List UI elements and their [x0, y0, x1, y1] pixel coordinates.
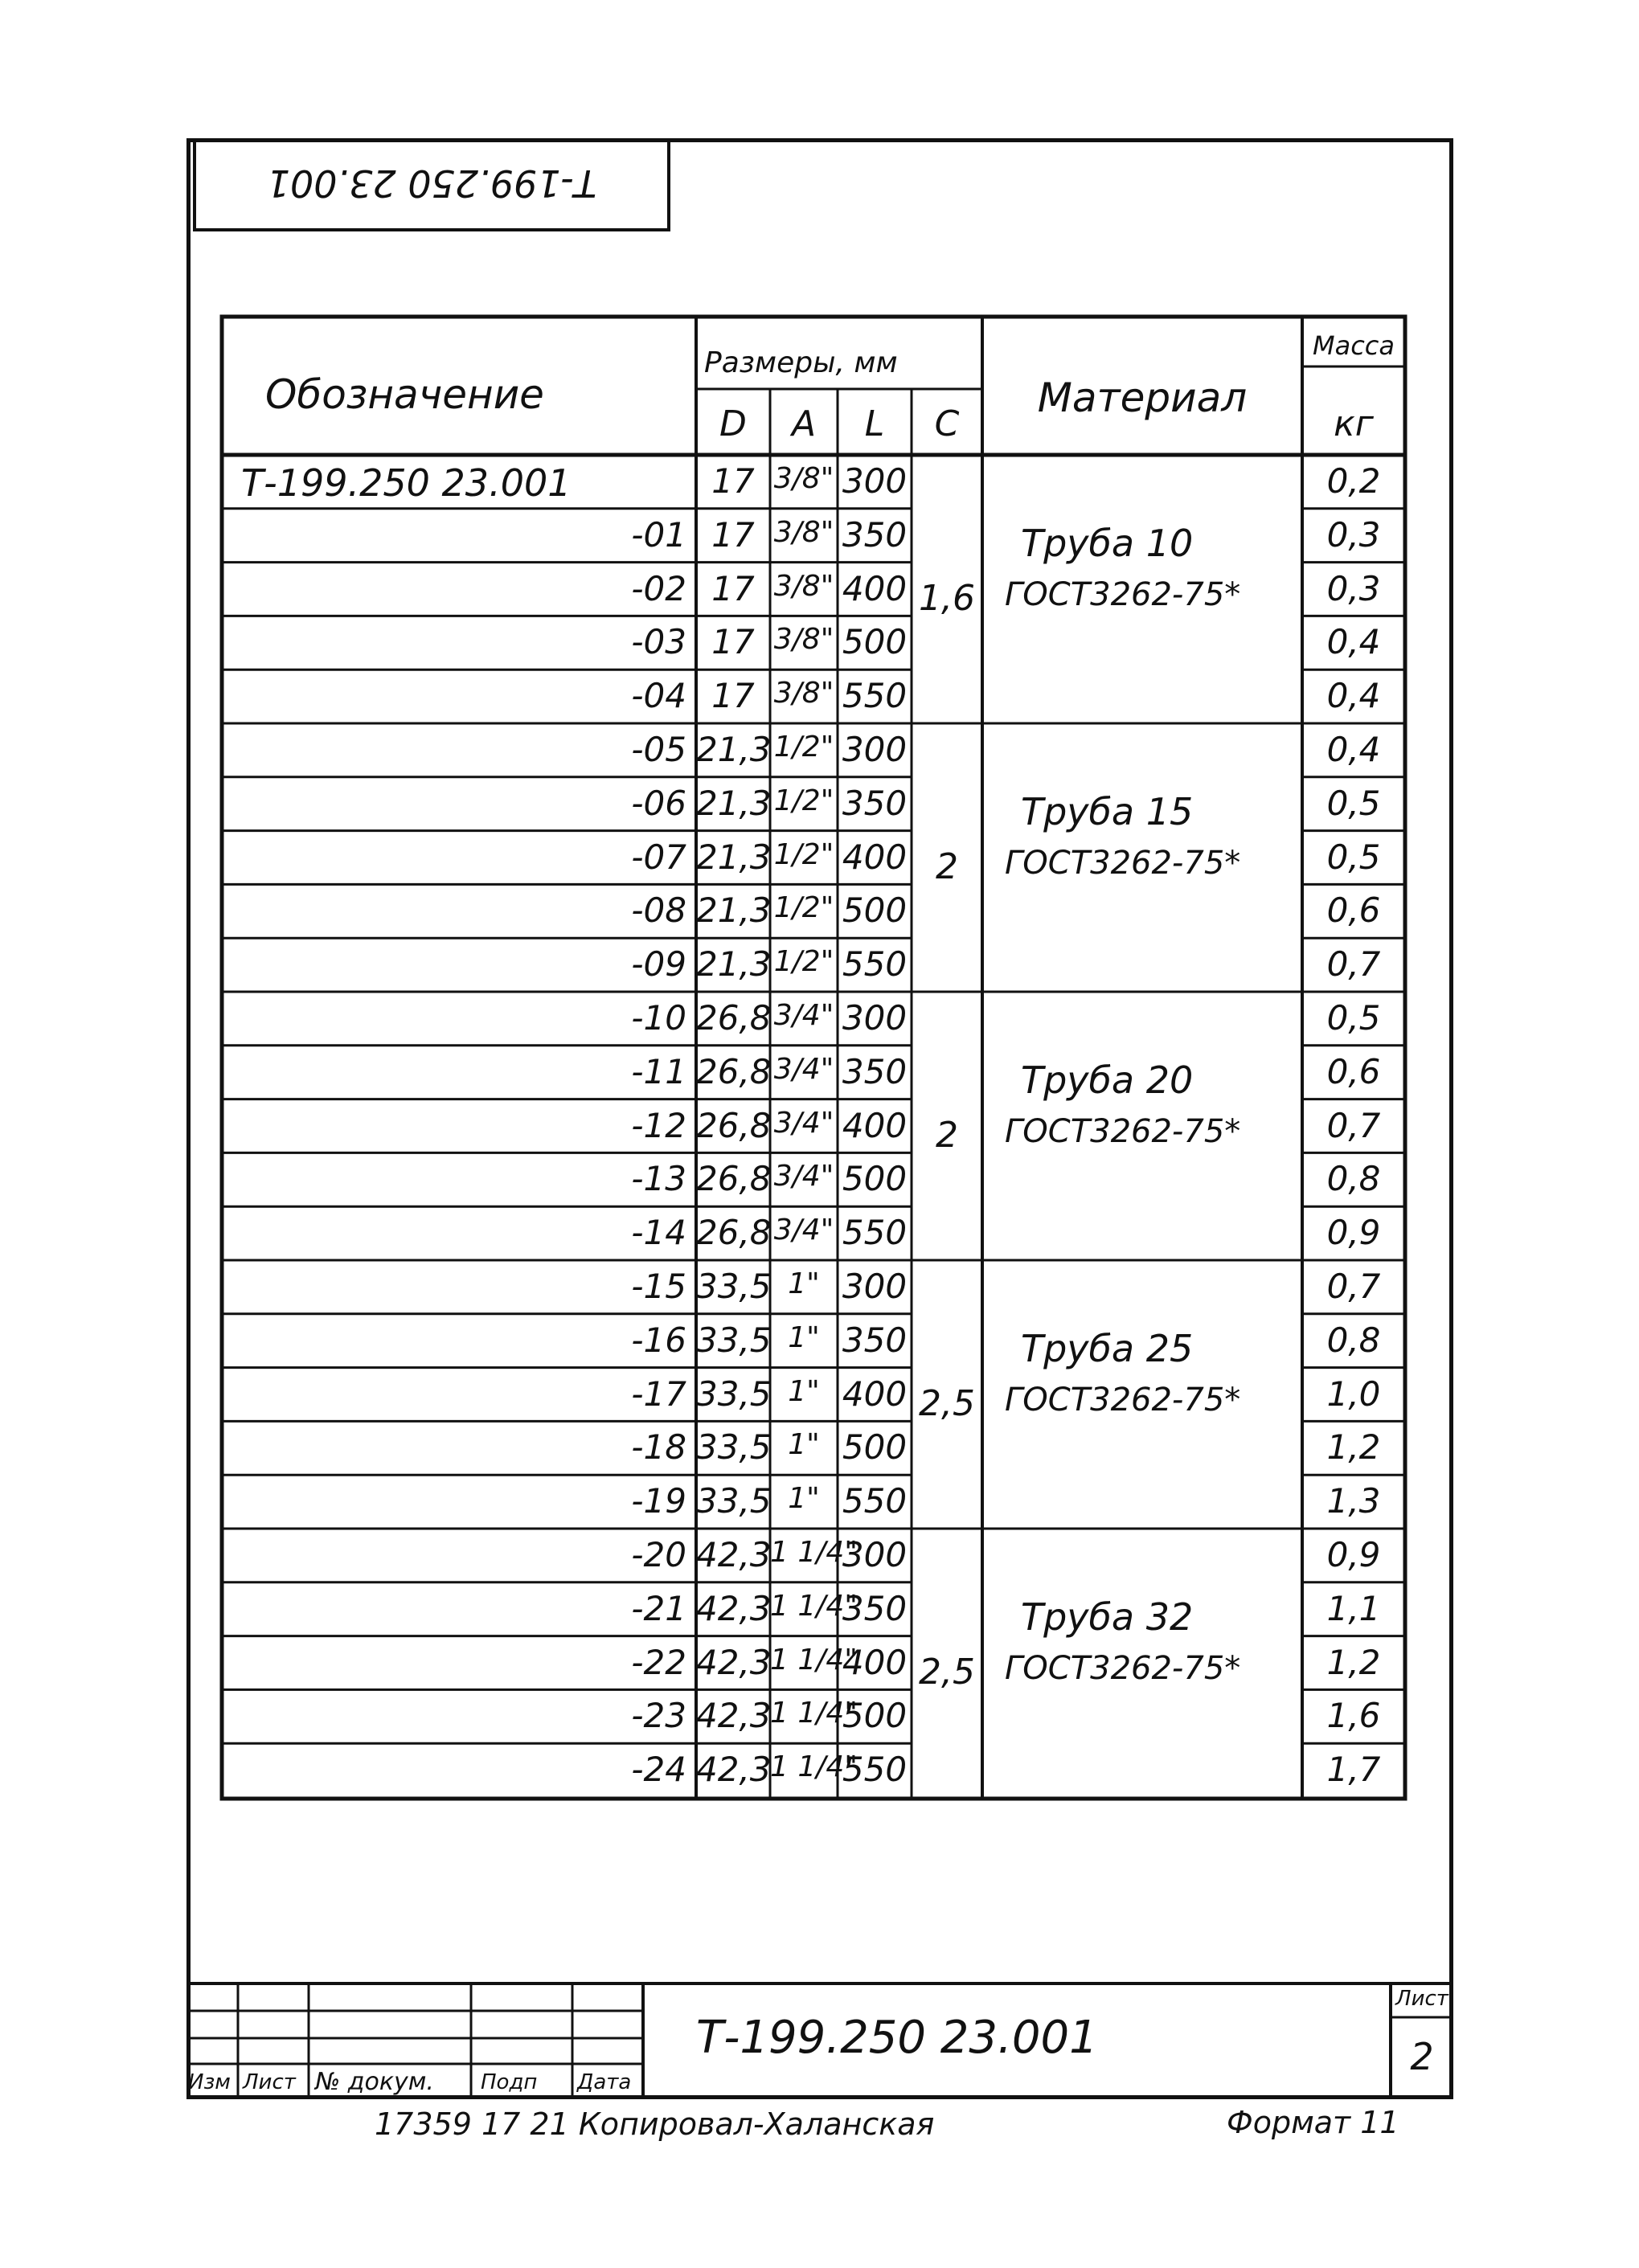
cell-a: 1/2" [773, 731, 834, 764]
cell-l: 500 [842, 890, 908, 931]
corner-stamp-code: Т-199.250 23.001 [266, 162, 597, 205]
cell-mass: 0,5 [1326, 998, 1381, 1038]
cell-d: 17 [711, 622, 755, 662]
cell-mass: 0,6 [1326, 1051, 1381, 1091]
cell-l: 350 [842, 1320, 908, 1360]
cell-a: 1/2" [773, 837, 834, 871]
cell-mass: 0,5 [1326, 837, 1381, 877]
cell-l: 400 [842, 837, 908, 877]
cell-a: 1/2" [773, 891, 834, 925]
cell-a: 3/8" [773, 462, 834, 495]
cell-a: 1" [788, 1374, 820, 1408]
cell-l: 500 [842, 1427, 908, 1468]
header-designation: Обозначение [265, 371, 544, 418]
footer-format: Формат 11 [1227, 2105, 1399, 2140]
cell-a: 1" [788, 1267, 820, 1300]
cell-a: 1 1/4" [770, 1536, 858, 1569]
tb-col-sign: Подп [481, 2070, 538, 2094]
cell-d: 26,8 [696, 998, 772, 1038]
cell-mass: 0,4 [1326, 622, 1381, 662]
cell-c: 2,5 [919, 1383, 975, 1424]
cell-d: 33,5 [696, 1427, 772, 1468]
cell-l: 300 [842, 461, 908, 501]
cell-a: 1" [788, 1428, 820, 1462]
cell-mass: 1,0 [1326, 1373, 1381, 1414]
tb-col-list: Лист [243, 2070, 296, 2094]
cell-mass: 0,6 [1326, 890, 1381, 931]
cell-mass: 1,2 [1326, 1642, 1381, 1682]
cell-designation: -15 [631, 1267, 686, 1306]
cell-mass: 0,5 [1326, 783, 1381, 823]
cell-mass: 1,7 [1326, 1750, 1381, 1790]
cell-d: 17 [711, 514, 755, 555]
cell-mass: 0,9 [1326, 1213, 1381, 1253]
cell-mass: 1,2 [1326, 1427, 1381, 1468]
cell-a: 1" [788, 1482, 820, 1516]
tb-sheet-label: Лист [1395, 1987, 1448, 2011]
cell-designation: -05 [631, 730, 686, 769]
cell-l: 300 [842, 1535, 908, 1574]
header-material: Материал [1037, 375, 1248, 421]
cell-designation: -09 [631, 944, 686, 985]
cell-a: 1/2" [773, 945, 834, 979]
cell-a: 3/8" [773, 515, 834, 549]
tb-col-izm: Изм [188, 2070, 231, 2094]
cell-l: 350 [842, 1051, 908, 1091]
cell-mass: 0,3 [1326, 514, 1381, 555]
tb-col-doc: № докум. [315, 2068, 434, 2096]
cell-a: 1 1/4" [770, 1589, 858, 1623]
cell-mass: 0,7 [1326, 944, 1381, 985]
cell-a: 3/4" [773, 1052, 834, 1086]
cell-mass: 0,4 [1326, 730, 1381, 769]
cell-designation: -20 [631, 1535, 686, 1574]
material-standard: ГОСТ3262-75* [1005, 844, 1241, 882]
material-name: Труба 32 [1021, 1595, 1194, 1639]
material-name: Труба 25 [1021, 1326, 1194, 1370]
cell-d: 26,8 [696, 1159, 772, 1199]
cell-l: 300 [842, 1267, 908, 1306]
cell-d: 17 [711, 568, 755, 608]
material-standard: ГОСТ3262-75* [1005, 1381, 1241, 1419]
footer-copyist: 17359 17 21 Копировал-Халанская [375, 2106, 935, 2142]
header-sizes: Размеры, мм [704, 346, 898, 379]
cell-d: 21,3 [696, 730, 772, 769]
cell-a: 3/8" [773, 623, 834, 657]
cell-l: 400 [842, 1373, 908, 1414]
cell-d: 17 [711, 461, 755, 501]
cell-designation: -16 [631, 1320, 686, 1360]
cell-l: 350 [842, 1588, 908, 1628]
cell-mass: 1,6 [1326, 1696, 1381, 1736]
cell-mass: 0,8 [1326, 1159, 1381, 1199]
cell-a: 1 1/4" [770, 1750, 858, 1784]
cell-a: 3/4" [773, 1214, 834, 1247]
header-col-c: C [934, 403, 960, 444]
cell-a: 1 1/4" [770, 1643, 858, 1676]
cell-designation: -19 [631, 1481, 686, 1521]
tb-doc-code: Т-199.250 23.001 [696, 2012, 1098, 2064]
cell-designation: -02 [631, 568, 686, 608]
cell-designation: -08 [631, 890, 686, 931]
cell-designation: -21 [631, 1588, 686, 1628]
cell-d: 33,5 [696, 1320, 772, 1360]
cell-l: 500 [842, 622, 908, 662]
tb-col-date: Дата [577, 2070, 632, 2094]
cell-a: 3/4" [773, 999, 834, 1032]
cell-d: 21,3 [696, 837, 772, 877]
cell-l: 400 [842, 1642, 908, 1682]
cell-l: 350 [842, 514, 908, 555]
cell-designation: -22 [631, 1642, 686, 1682]
cell-l: 300 [842, 998, 908, 1038]
cell-d: 33,5 [696, 1481, 772, 1521]
cell-l: 400 [842, 568, 908, 608]
cell-l: 550 [842, 1481, 908, 1521]
cell-designation: -06 [631, 783, 686, 823]
material-name: Труба 15 [1021, 789, 1194, 833]
cell-designation: -11 [631, 1051, 686, 1091]
material-name: Труба 20 [1021, 1058, 1194, 1102]
cell-mass: 1,3 [1326, 1481, 1381, 1521]
cell-a: 3/4" [773, 1106, 834, 1140]
cell-mass: 0,3 [1326, 568, 1381, 608]
cell-l: 550 [842, 1750, 908, 1790]
cell-a: 3/8" [773, 677, 834, 710]
cell-d: 33,5 [696, 1267, 772, 1306]
cell-d: 26,8 [696, 1213, 772, 1253]
cell-designation: -17 [631, 1373, 686, 1414]
cell-designation: -10 [631, 998, 686, 1038]
cell-d: 26,8 [696, 1105, 772, 1145]
cell-mass: 0,7 [1326, 1105, 1381, 1145]
cell-designation: -04 [631, 676, 686, 716]
cell-l: 500 [842, 1696, 908, 1736]
cell-mass: 0,8 [1326, 1320, 1381, 1360]
cell-designation: -14 [631, 1213, 686, 1253]
cell-d: 17 [711, 676, 755, 716]
cell-d: 42,3 [696, 1750, 772, 1790]
header-col-l: L [864, 403, 885, 444]
material-standard: ГОСТ3262-75* [1005, 1649, 1241, 1687]
cell-designation: -18 [631, 1427, 686, 1468]
cell-l: 550 [842, 944, 908, 985]
cell-mass: 0,9 [1326, 1535, 1381, 1574]
cell-d: 33,5 [696, 1373, 772, 1414]
header-mass: Масса [1312, 330, 1395, 361]
cell-l: 400 [842, 1105, 908, 1145]
cell-d: 21,3 [696, 944, 772, 985]
cell-designation: -03 [631, 622, 686, 662]
cell-a: 3/8" [773, 569, 834, 603]
cell-designation: -23 [631, 1696, 686, 1736]
cell-mass: 0,7 [1326, 1267, 1381, 1306]
header-col-a: A [791, 403, 817, 444]
tb-sheet-number: 2 [1410, 2035, 1434, 2078]
cell-d: 42,3 [696, 1696, 772, 1736]
cell-l: 300 [842, 730, 908, 769]
cell-mass: 0,4 [1326, 676, 1381, 716]
cell-c: 2 [936, 846, 958, 887]
cell-l: 500 [842, 1159, 908, 1199]
cell-d: 21,3 [696, 783, 772, 823]
cell-d: 26,8 [696, 1051, 772, 1091]
cell-designation: -12 [631, 1105, 686, 1145]
material-standard: ГОСТ3262-75* [1005, 575, 1241, 613]
cell-d: 42,3 [696, 1588, 772, 1628]
cell-c: 2,5 [919, 1652, 975, 1693]
cell-mass: 0,2 [1326, 461, 1381, 501]
cell-c: 2 [936, 1115, 958, 1156]
cell-d: 21,3 [696, 890, 772, 931]
header-mass-unit: кг [1334, 403, 1374, 444]
cell-d: 42,3 [696, 1642, 772, 1682]
material-standard: ГОСТ3262-75* [1005, 1112, 1241, 1150]
cell-mass: 1,1 [1326, 1588, 1381, 1628]
cell-c: 1,6 [919, 578, 975, 619]
cell-a: 3/4" [773, 1160, 834, 1193]
cell-l: 550 [842, 1213, 908, 1253]
cell-l: 550 [842, 676, 908, 716]
material-name: Труба 10 [1021, 521, 1194, 565]
header-col-d: D [719, 403, 747, 444]
cell-designation: -13 [631, 1159, 686, 1199]
cell-d: 42,3 [696, 1535, 772, 1574]
cell-designation: -07 [631, 837, 686, 877]
cell-l: 350 [842, 783, 908, 823]
cell-a: 1" [788, 1320, 820, 1354]
cell-designation: -24 [631, 1750, 686, 1790]
cell-a: 1/2" [773, 784, 834, 817]
cell-a: 1 1/4" [770, 1697, 858, 1730]
cell-designation: Т-199.250 23.001 [241, 461, 572, 505]
cell-designation: -01 [631, 514, 686, 555]
